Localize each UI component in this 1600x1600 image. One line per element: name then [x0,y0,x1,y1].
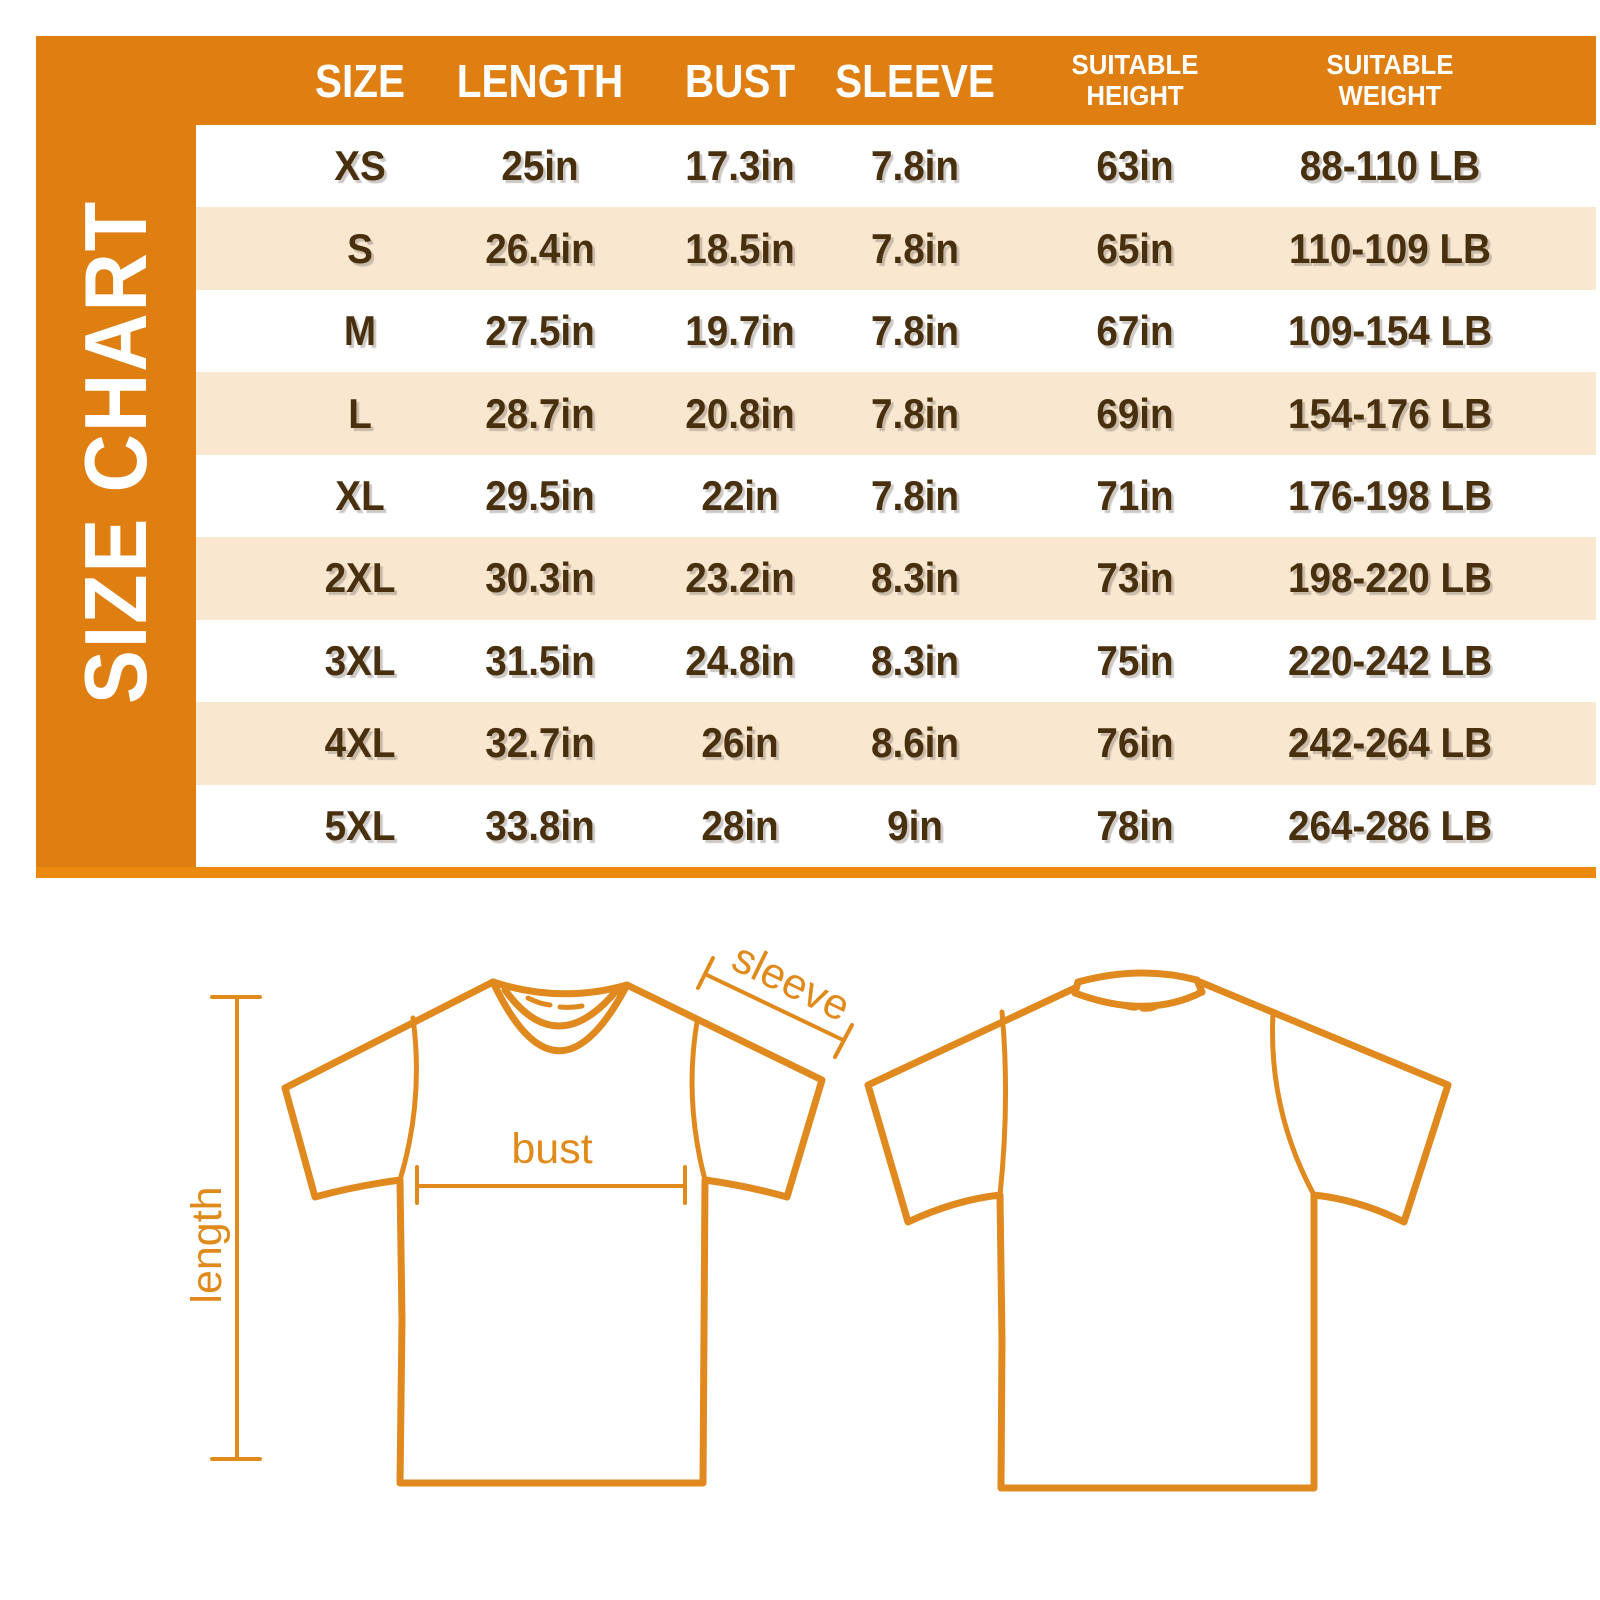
cell-height: 63in [1096,142,1174,190]
header-line: SUITABLE [1326,49,1454,81]
cell-height: 71in [1096,471,1174,519]
column-header-suitable-height [1034,36,1236,125]
cell-weight: 110-109 LB [1289,224,1491,272]
table-row [196,537,1596,619]
cell-size: 5XL [324,801,396,849]
cell-weight: 220-242 LB [1287,636,1493,684]
cell-length: 29.5in [485,471,595,519]
tshirt-back-left-seam [1000,1012,1006,1195]
tshirt-back-collar-top [1078,973,1197,982]
tshirt-back-body [868,982,1448,1488]
cell-height: 75in [1096,636,1174,684]
column-header-suitable-weight [1243,36,1537,125]
cell-sleeve: 7.8in [870,142,960,190]
column-header-size: SIZE [315,54,405,107]
cell-height: 69in [1096,389,1174,437]
length-label: length [183,1186,231,1304]
cell-sleeve: 7.8in [870,307,960,355]
tshirt-front-outline [285,982,822,1483]
column-header-bust: BUST [684,54,796,107]
cell-bust: 18.5in [685,224,795,272]
table-body [196,125,1596,867]
cell-size: M [343,307,377,355]
cell-sleeve: 7.8in [870,224,960,272]
cell-size: S [347,224,373,272]
tshirt-front-left-seam [400,1018,416,1180]
cell-height: 78in [1096,801,1174,849]
cell-height: 65in [1096,224,1174,272]
cell-length: 28.7in [485,389,595,437]
cell-length: 27.5in [485,307,595,355]
cell-sleeve: 8.6in [870,719,960,767]
cell-weight: 264-286 LB [1287,801,1493,849]
table-row [196,702,1596,784]
cell-bust: 24.8in [685,636,795,684]
cell-length: 25in [501,142,579,190]
cell-sleeve: 8.3in [870,636,960,684]
cell-sleeve: 8.3in [870,554,960,602]
cell-length: 32.7in [485,719,595,767]
cell-size: 2XL [324,554,396,602]
header-line: WEIGHT [1338,79,1442,111]
table-row [196,125,1596,207]
column-header-length: LENGTH [456,54,624,107]
cell-weight: 154-176 LB [1287,389,1493,437]
cell-bust: 26in [701,719,779,767]
sleeve-label: sleeve [724,933,858,1032]
page-title: SIZE CHART [66,199,165,704]
cell-bust: 28in [701,801,779,849]
tshirt-front-collar-top [493,982,627,994]
cell-weight: 176-198 LB [1287,471,1493,519]
sleeve-measure [698,934,858,1057]
cell-height: 76in [1096,719,1174,767]
table-row [196,785,1596,867]
cell-weight: 88-110 LB [1299,142,1481,190]
cell-bust: 19.7in [685,307,795,355]
tshirt-front-body [285,982,822,1483]
table-header-row [196,36,1596,125]
header-line: SUITABLE [1071,49,1199,81]
cell-size: 4XL [324,719,396,767]
cell-bust: 22in [701,471,779,519]
cell-bust: 23.2in [685,554,795,602]
table-row [196,207,1596,289]
cell-sleeve: 7.8in [870,471,960,519]
header-line: HEIGHT [1086,79,1184,111]
cell-size: L [348,389,372,437]
tshirt-front-collar-stitch [528,998,582,1007]
table-row [196,290,1596,372]
panel-footer-strip [36,867,1596,878]
size-table [196,36,1596,867]
cell-bust: 17.3in [685,142,795,190]
bust-label: bust [511,1125,593,1173]
tshirt-back-right-seam [1273,1013,1314,1195]
tshirt-front-right-seam [692,1022,705,1180]
cell-sleeve: 9in [887,801,943,849]
tshirt-measurement-diagram [0,900,1600,1600]
size-chart-panel [36,36,1596,878]
tshirt-back-collar-ends [1075,980,1202,993]
tshirt-back-collar-band [1075,992,1202,1006]
cell-length: 31.5in [485,636,595,684]
table-row [196,455,1596,537]
cell-size: XL [335,471,385,519]
cell-height: 67in [1096,307,1174,355]
cell-size: XS [334,142,386,190]
cell-weight: 109-154 LB [1287,307,1493,355]
cell-size: 3XL [324,636,396,684]
table-row [196,372,1596,454]
column-header-sleeve: SLEEVE [835,54,995,107]
cell-weight: 242-264 LB [1287,719,1493,767]
tshirt-back-outline [868,973,1448,1488]
cell-sleeve: 7.8in [870,389,960,437]
cell-length: 26.4in [485,224,595,272]
table-row [196,620,1596,702]
cell-length: 33.8in [485,801,595,849]
cell-bust: 20.8in [685,389,795,437]
cell-weight: 198-220 LB [1287,554,1493,602]
bust-measure [417,1125,685,1203]
cell-height: 73in [1096,554,1174,602]
length-measure [183,997,260,1459]
cell-length: 30.3in [485,554,595,602]
side-title-band [36,36,196,867]
